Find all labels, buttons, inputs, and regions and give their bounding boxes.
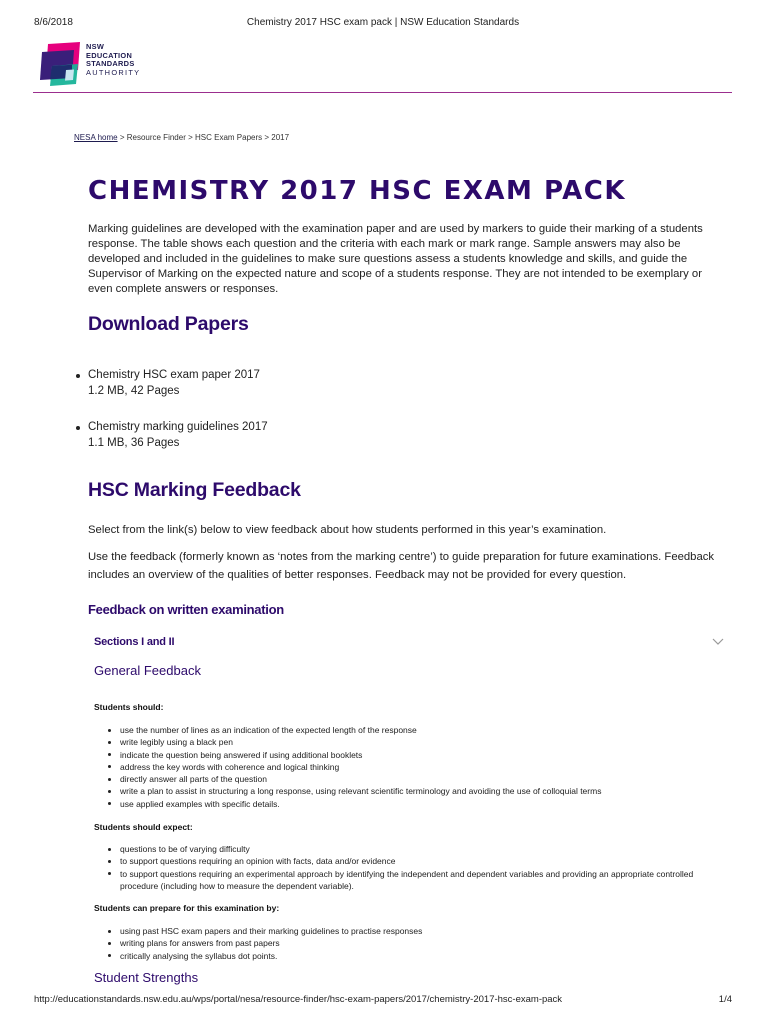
list-item: write legibly using a black pen	[106, 736, 726, 748]
print-date: 8/6/2018	[34, 17, 73, 28]
breadcrumb	[74, 133, 289, 142]
intro-paragraph: Marking guidelines are developed with the examination paper and are used by markers to guide their marking of a students response. The table shows each question and the criteria with each mark or mark range. Sample answers may also be developed and included in the guidelines to make sure questions assess a students knowledge and skills, and guide the Supervisor of Marking on the expected nature and scope of a students response. They are not intended to be exemplary or even complete answers or responses.	[88, 223, 703, 295]
breadcrumb-separator: >	[188, 133, 193, 142]
students-should-label: Students should:	[94, 702, 164, 712]
list-item: to support questions requiring an experimental approach by identifying the independent and dependent variables and providing an appropriate controlled procedure (including how to measure the dependent variable).	[106, 868, 726, 893]
list-item: to support questions requiring an opinion with facts, data and/or evidence	[106, 855, 726, 867]
nesa-logo[interactable]	[38, 40, 158, 88]
general-feedback-heading: General Feedback	[94, 663, 201, 678]
list-item: use applied examples with specific details.	[106, 798, 726, 810]
logo-line-1: NSW	[86, 42, 105, 51]
breadcrumb-current: 2017	[271, 133, 290, 142]
list-item: using past HSC exam papers and their marking guidelines to practise responses	[106, 925, 726, 937]
logo-line-3: STANDARDS	[86, 59, 135, 69]
list-item: indicate the question being answered if using additional booklets	[106, 749, 726, 761]
students-prepare-list	[106, 925, 726, 962]
written-exam-feedback-heading: Feedback on written examination	[88, 602, 284, 617]
logo-line-2: EDUCATION	[86, 50, 133, 60]
list-item: questions to be of varying difficulty	[106, 843, 726, 855]
students-prepare-label: Students can prepare for this examination by:	[94, 903, 280, 913]
list-item: use the number of lines as an indication of the expected length of the response	[106, 724, 726, 736]
accordion-label: Sections I and II	[94, 636, 175, 648]
students-expect-list	[106, 843, 726, 892]
list-item: address the key words with coherence and logical thinking	[106, 761, 726, 773]
students-should-list	[106, 724, 726, 810]
download-item-name[interactable]: Chemistry marking guidelines 2017	[88, 421, 268, 433]
print-title: Chemistry 2017 HSC exam pack | NSW Education Standards	[246, 17, 520, 28]
student-strengths-heading: Student Strengths	[94, 970, 199, 985]
breadcrumb-separator: >	[264, 133, 270, 142]
chevron-down-icon	[712, 638, 724, 646]
download-item-meta: 1.1 MB, 36 Pages	[88, 436, 180, 449]
feedback-intro-2: Use the feedback (formerly known as ‘notes from the marking centre’) to guide preparation for future examinations. Feedback includes an overview of the qualities of better responses. Feedback may not be provided for every question.	[88, 551, 715, 581]
page-title: CHEMISTRY 2017 HSC EXAM PACK	[88, 176, 626, 206]
breadcrumb-home-link[interactable]: NESA home	[74, 133, 118, 142]
download-papers-heading: Download Papers	[88, 313, 249, 335]
list-item: write a plan to assist in structuring a long response, using relevant scientific terminology and avoiding the use of colloquial terms	[106, 785, 726, 797]
students-expect-label: Students should expect:	[94, 822, 193, 832]
sections-accordion-toggle[interactable]	[88, 634, 732, 654]
print-page-number: 1/4	[718, 994, 732, 1005]
breadcrumb-resource-finder[interactable]: Resource Finder	[126, 133, 186, 142]
download-list	[74, 368, 268, 472]
print-url: http://educationstandards.nsw.edu.au/wps/portal/nesa/resource-finder/hsc-exam-papers/2017/chemistry-2017-hsc-exam-pack	[34, 994, 563, 1005]
download-item[interactable]	[74, 368, 268, 399]
download-item-meta: 1.2 MB, 42 Pages	[88, 384, 180, 397]
logo-line-4: AUTHORITY	[86, 67, 141, 77]
breadcrumb-hsc-exam-papers[interactable]: HSC Exam Papers	[195, 133, 263, 142]
list-item: critically analysing the syllabus dot points.	[106, 950, 726, 962]
list-item: writing plans for answers from past papers	[106, 937, 726, 949]
feedback-intro-1: Select from the link(s) below to view feedback about how students performed in this year’s examination.	[88, 524, 607, 536]
logo-wordmark	[86, 43, 140, 77]
nesa-logo-mark-icon	[38, 40, 84, 86]
download-item-name[interactable]: Chemistry HSC exam paper 2017	[88, 369, 260, 381]
marking-feedback-heading: HSC Marking Feedback	[88, 479, 301, 501]
header-divider	[33, 92, 732, 93]
breadcrumb-separator: >	[119, 133, 125, 142]
list-item: directly answer all parts of the question	[106, 773, 726, 785]
download-item[interactable]	[74, 420, 268, 451]
